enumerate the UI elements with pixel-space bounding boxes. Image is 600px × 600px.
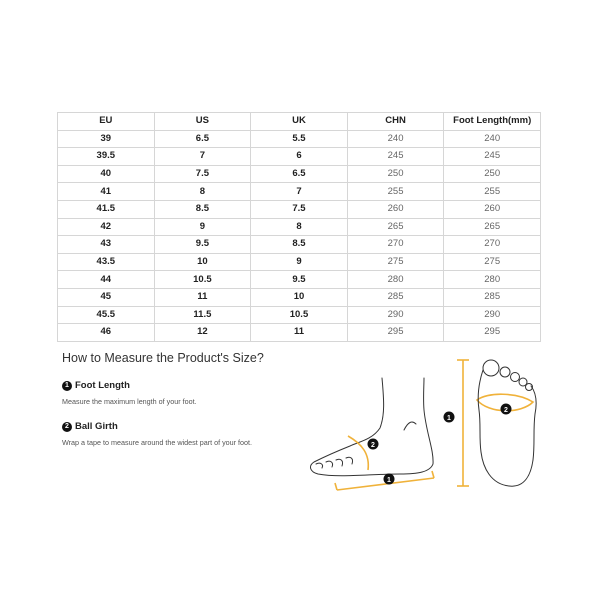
table-cell: 10.5 <box>251 306 348 324</box>
svg-text:2: 2 <box>504 407 508 414</box>
step-foot-length <box>62 380 197 406</box>
table-row <box>58 236 541 254</box>
table-cell: 7 <box>154 148 251 166</box>
foot-side-view-illustration <box>300 370 450 500</box>
table-cell: 260 <box>444 200 541 218</box>
table-row <box>58 165 541 183</box>
table-cell: 295 <box>347 324 444 342</box>
table-cell: 295 <box>444 324 541 342</box>
table-row <box>58 288 541 306</box>
table-cell: 285 <box>444 288 541 306</box>
step-header <box>62 380 197 391</box>
table-cell: 45 <box>58 288 155 306</box>
table-row <box>58 324 541 342</box>
table-cell: 41.5 <box>58 200 155 218</box>
table-cell: 7.5 <box>251 200 348 218</box>
svg-text:2: 2 <box>371 442 375 449</box>
table-cell: 245 <box>444 148 541 166</box>
table-cell: 265 <box>444 218 541 236</box>
header-us: US <box>154 113 251 131</box>
table-cell: 45.5 <box>58 306 155 324</box>
table-cell: 275 <box>347 253 444 271</box>
table-cell: 10 <box>154 253 251 271</box>
table-cell: 270 <box>444 236 541 254</box>
step-number-badge: 1 <box>62 381 72 391</box>
table-cell: 6 <box>251 148 348 166</box>
table-header-row <box>58 113 541 131</box>
table-cell: 41 <box>58 183 155 201</box>
step-ball-girth <box>62 421 252 447</box>
table-cell: 11 <box>251 324 348 342</box>
table-cell: 9 <box>154 218 251 236</box>
table-cell: 6.5 <box>251 165 348 183</box>
table-body <box>58 130 541 341</box>
table-cell: 7 <box>251 183 348 201</box>
table-cell: 9.5 <box>154 236 251 254</box>
table-row <box>58 148 541 166</box>
table-cell: 260 <box>347 200 444 218</box>
table-cell: 8 <box>251 218 348 236</box>
table-cell: 270 <box>347 236 444 254</box>
table-row <box>58 253 541 271</box>
table-row <box>58 271 541 289</box>
svg-text:1: 1 <box>447 415 451 422</box>
table-cell: 255 <box>347 183 444 201</box>
table-cell: 39.5 <box>58 148 155 166</box>
header-uk: UK <box>251 113 348 131</box>
header-eu: EU <box>58 113 155 131</box>
table-cell: 6.5 <box>154 130 251 148</box>
table-cell: 39 <box>58 130 155 148</box>
table-cell: 280 <box>444 271 541 289</box>
table-cell: 43.5 <box>58 253 155 271</box>
table-cell: 9 <box>251 253 348 271</box>
table-cell: 43 <box>58 236 155 254</box>
table-cell: 44 <box>58 271 155 289</box>
table-cell: 290 <box>347 306 444 324</box>
step-description: Wrap a tape to measure around the widest part of your foot. <box>62 438 253 447</box>
size-chart-table <box>57 112 541 342</box>
table-cell: 240 <box>444 130 541 148</box>
table-row <box>58 218 541 236</box>
table-cell: 10 <box>251 288 348 306</box>
table-cell: 240 <box>347 130 444 148</box>
table-cell: 265 <box>347 218 444 236</box>
header-chn: CHN <box>347 113 444 131</box>
table-cell: 255 <box>444 183 541 201</box>
table-row <box>58 200 541 218</box>
table-cell: 5.5 <box>251 130 348 148</box>
header-foot-length: Foot Length(mm) <box>444 113 541 131</box>
table-row <box>58 130 541 148</box>
table-row <box>58 306 541 324</box>
table-cell: 250 <box>347 165 444 183</box>
table-cell: 12 <box>154 324 251 342</box>
guide-title: How to Measure the Product's Size? <box>62 351 264 365</box>
table-cell: 290 <box>444 306 541 324</box>
step-header <box>62 421 252 432</box>
table-cell: 40 <box>58 165 155 183</box>
table-cell: 8 <box>154 183 251 201</box>
table-cell: 8.5 <box>154 200 251 218</box>
foot-sole-view-illustration <box>435 352 585 502</box>
table-cell: 9.5 <box>251 271 348 289</box>
step-label: Foot Length <box>75 380 130 391</box>
step-number-badge: 2 <box>62 422 72 432</box>
table-cell: 10.5 <box>154 271 251 289</box>
table-cell: 11 <box>154 288 251 306</box>
table-cell: 46 <box>58 324 155 342</box>
table-cell: 245 <box>347 148 444 166</box>
table-cell: 8.5 <box>251 236 348 254</box>
table-cell: 11.5 <box>154 306 251 324</box>
table-cell: 280 <box>347 271 444 289</box>
table-row <box>58 183 541 201</box>
svg-text:1: 1 <box>387 477 391 484</box>
step-description: Measure the maximum length of your foot. <box>62 397 197 406</box>
table-cell: 7.5 <box>154 165 251 183</box>
table-cell: 275 <box>444 253 541 271</box>
table-cell: 42 <box>58 218 155 236</box>
step-label: Ball Girth <box>75 421 118 432</box>
table-cell: 285 <box>347 288 444 306</box>
table-cell: 250 <box>444 165 541 183</box>
